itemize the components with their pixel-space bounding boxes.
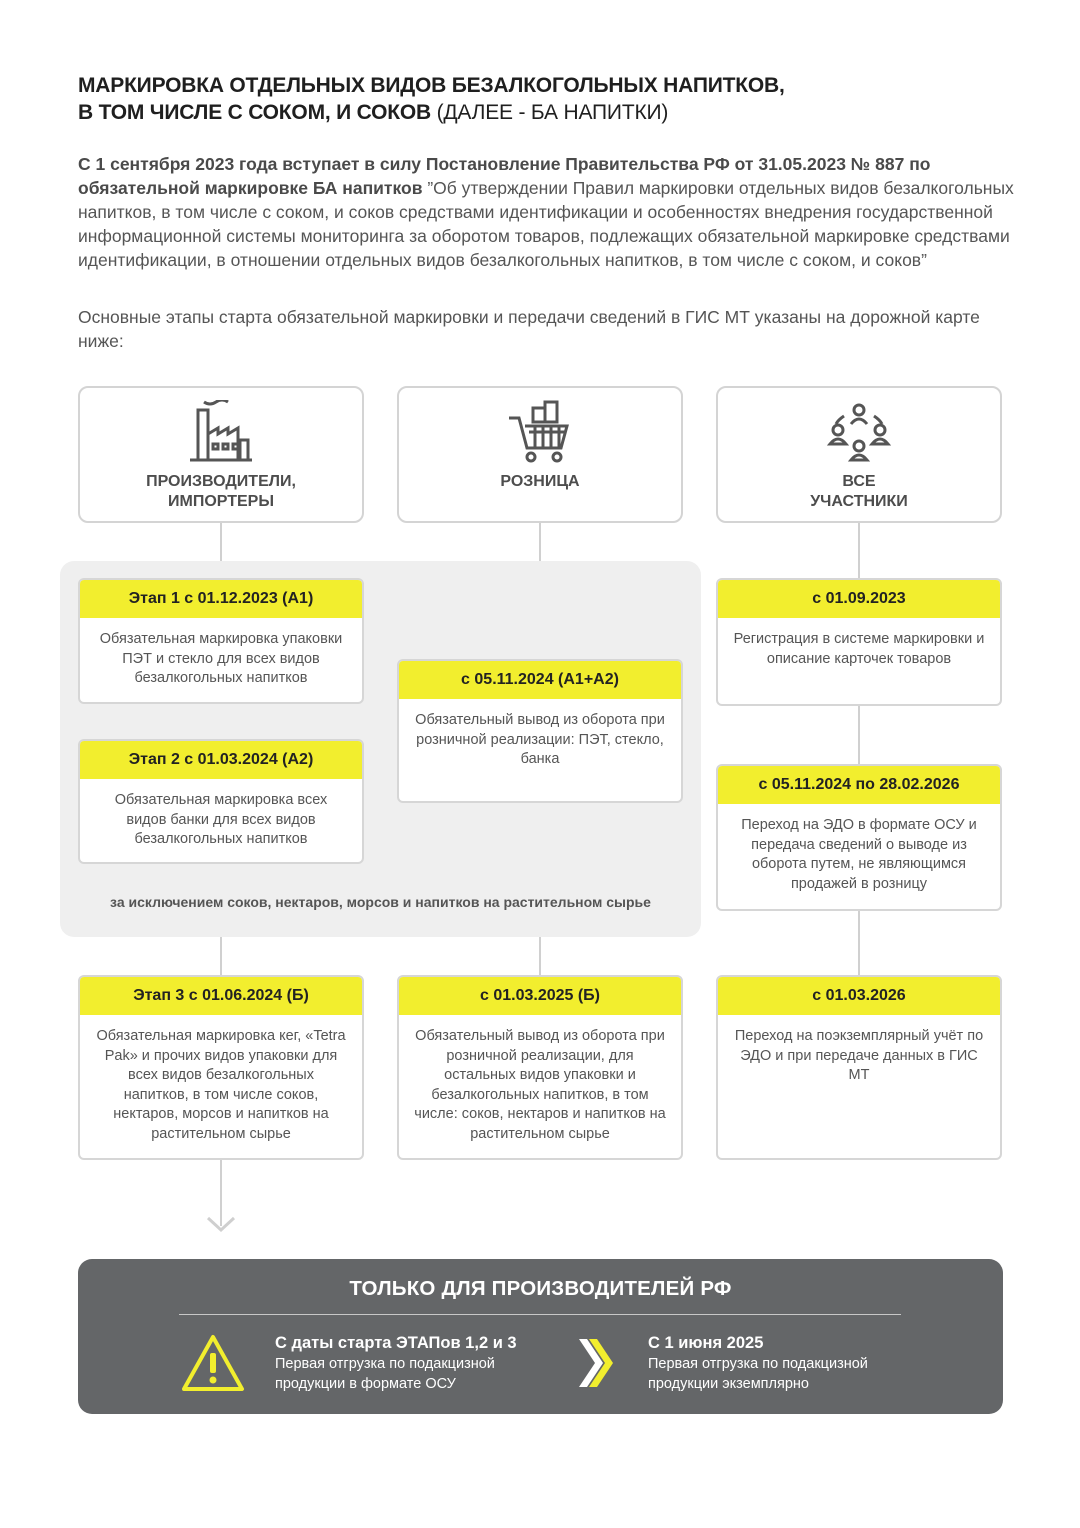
roadmap-note: Основные этапы старта обязательной маркировки и передачи сведений в ГИС МТ указаны на дорожной карте ниже: bbox=[78, 307, 980, 351]
header-all-line1: ВСЕ bbox=[842, 473, 876, 490]
title-line-2-light: (ДАЛЕЕ - БА НАПИТКИ) bbox=[430, 101, 669, 124]
title-line-2-bold: В ТОМ ЧИСЛЕ С СОКОМ, И СОКОВ bbox=[78, 101, 431, 124]
connector-line bbox=[858, 523, 860, 578]
factory-icon bbox=[186, 400, 256, 466]
connector-line bbox=[539, 937, 541, 975]
header-all-participants bbox=[716, 386, 1002, 523]
header-producers-line1: ПРОИЗВОДИТЕЛИ, bbox=[146, 473, 296, 490]
header-producers-line2: ИМПОРТЕРЫ bbox=[167, 493, 274, 510]
banner-left-block bbox=[275, 1332, 535, 1394]
card-head: с 01.03.2026 bbox=[718, 977, 1000, 1015]
connector-line bbox=[220, 523, 222, 561]
arrow-down-icon bbox=[205, 1210, 237, 1241]
chevron-right-icon bbox=[575, 1335, 615, 1396]
warning-icon bbox=[180, 1333, 246, 1398]
card-body: Обязательная маркировка упаковки ПЭТ и стекло для всех видов безалкогольных напитков bbox=[99, 631, 343, 687]
card-body: Обязательная маркировка кег, «Tetra Pak» и прочих видов упаковки для всех видов безалкогольных напитков, в том числе соков, нектаров, морсов и напитков на растительном сырье bbox=[96, 1028, 346, 1142]
header-producers bbox=[78, 386, 364, 523]
card-stage-1 bbox=[78, 578, 364, 704]
banner-right-head: С 1 июня 2025 bbox=[648, 1334, 764, 1352]
shopping-cart-icon bbox=[505, 400, 575, 466]
banner-divider bbox=[179, 1314, 901, 1315]
domestic-producers-banner bbox=[78, 1259, 1003, 1414]
connector-line bbox=[220, 937, 222, 975]
banner-right-block bbox=[648, 1332, 908, 1394]
connector-line bbox=[539, 523, 541, 561]
card-retail-a bbox=[397, 659, 683, 803]
participants-icon bbox=[824, 400, 894, 466]
card-all-3 bbox=[716, 975, 1002, 1160]
card-body: Обязательная маркировка всех видов банки для всех видов безалкогольных напитков bbox=[114, 792, 328, 848]
card-head: с 05.11.2024 (А1+А2) bbox=[399, 661, 681, 699]
card-body: Переход на ЭДО в формате ОСУ и передача сведений о выводе из оборота путем, не являющимся продажей в розницу bbox=[741, 817, 977, 892]
page-title bbox=[78, 72, 1018, 126]
card-body: Обязательный вывод из оборота при розничной реализации, для остальных видов упаковки и безалкогольных напитков, в том числе: соков, нектаров и напитков на растительном сырье bbox=[414, 1028, 666, 1142]
exclusion-note: за исключением соков, нектаров, морсов и напитков на растительном сырье bbox=[110, 894, 651, 910]
banner-right-text: Первая отгрузка по подакцизной продукции экземплярно bbox=[648, 1356, 868, 1392]
card-stage-2 bbox=[78, 739, 364, 864]
card-head: Этап 3 с 01.06.2024 (Б) bbox=[80, 977, 362, 1015]
banner-left-text: Первая отгрузка по подакцизной продукции в формате ОСУ bbox=[275, 1356, 495, 1392]
banner-title: ТОЛЬКО ДЛЯ ПРОИЗВОДИТЕЛЕЙ РФ bbox=[349, 1277, 732, 1300]
card-body: Переход на поэкземплярный учёт по ЭДО и при передаче данных в ГИС МТ bbox=[734, 1028, 984, 1084]
title-line-1: МАРКИРОВКА ОТДЕЛЬНЫХ ВИДОВ БЕЗАЛКОГОЛЬНЫХ НАПИТКОВ, bbox=[78, 74, 785, 97]
card-head: с 05.11.2024 по 28.02.2026 bbox=[718, 766, 1000, 804]
card-all-2 bbox=[716, 764, 1002, 911]
card-head: с 01.09.2023 bbox=[718, 580, 1000, 618]
header-retail bbox=[397, 386, 683, 523]
card-head: Этап 1 с 01.12.2023 (А1) bbox=[80, 580, 362, 618]
header-retail-line1: РОЗНИЦА bbox=[500, 473, 580, 490]
connector-line bbox=[858, 910, 860, 975]
card-retail-b bbox=[397, 975, 683, 1160]
intro-text: ”Об утверждении Правил маркировки отдельных видов безалкогольных напитков, в том числе с соком, и соков средствами идентификации и особенностях внедрения государственной информационной системы мониторинга за оборотом товаров, подлежащих обязательной маркировке средствами идентификации, в отношении отдельных видов безалкогольных напитков, в том числе с соком, и соков” bbox=[78, 178, 1014, 270]
intro-bold: С 1 сентября 2023 года вступает в силу Постановление Правительства РФ от 31.05.2023 № 887 по обязательной маркировке БА напитков bbox=[78, 154, 931, 198]
card-stage-3 bbox=[78, 975, 364, 1160]
card-body: Регистрация в системе маркировки и описание карточек товаров bbox=[733, 631, 985, 667]
card-head: с 01.03.2025 (Б) bbox=[399, 977, 681, 1015]
banner-left-head: С даты старта ЭТАПов 1,2 и 3 bbox=[275, 1334, 517, 1352]
connector-line bbox=[858, 705, 860, 765]
header-all-line2: УЧАСТНИКИ bbox=[810, 493, 908, 510]
card-all-1 bbox=[716, 578, 1002, 706]
card-head: Этап 2 с 01.03.2024 (А2) bbox=[80, 741, 362, 779]
title-line-2 bbox=[78, 99, 1018, 126]
intro-paragraph bbox=[78, 152, 1018, 272]
card-body: Обязательный вывод из оборота при розничной реализации: ПЭТ, стекло, банка bbox=[415, 712, 665, 768]
